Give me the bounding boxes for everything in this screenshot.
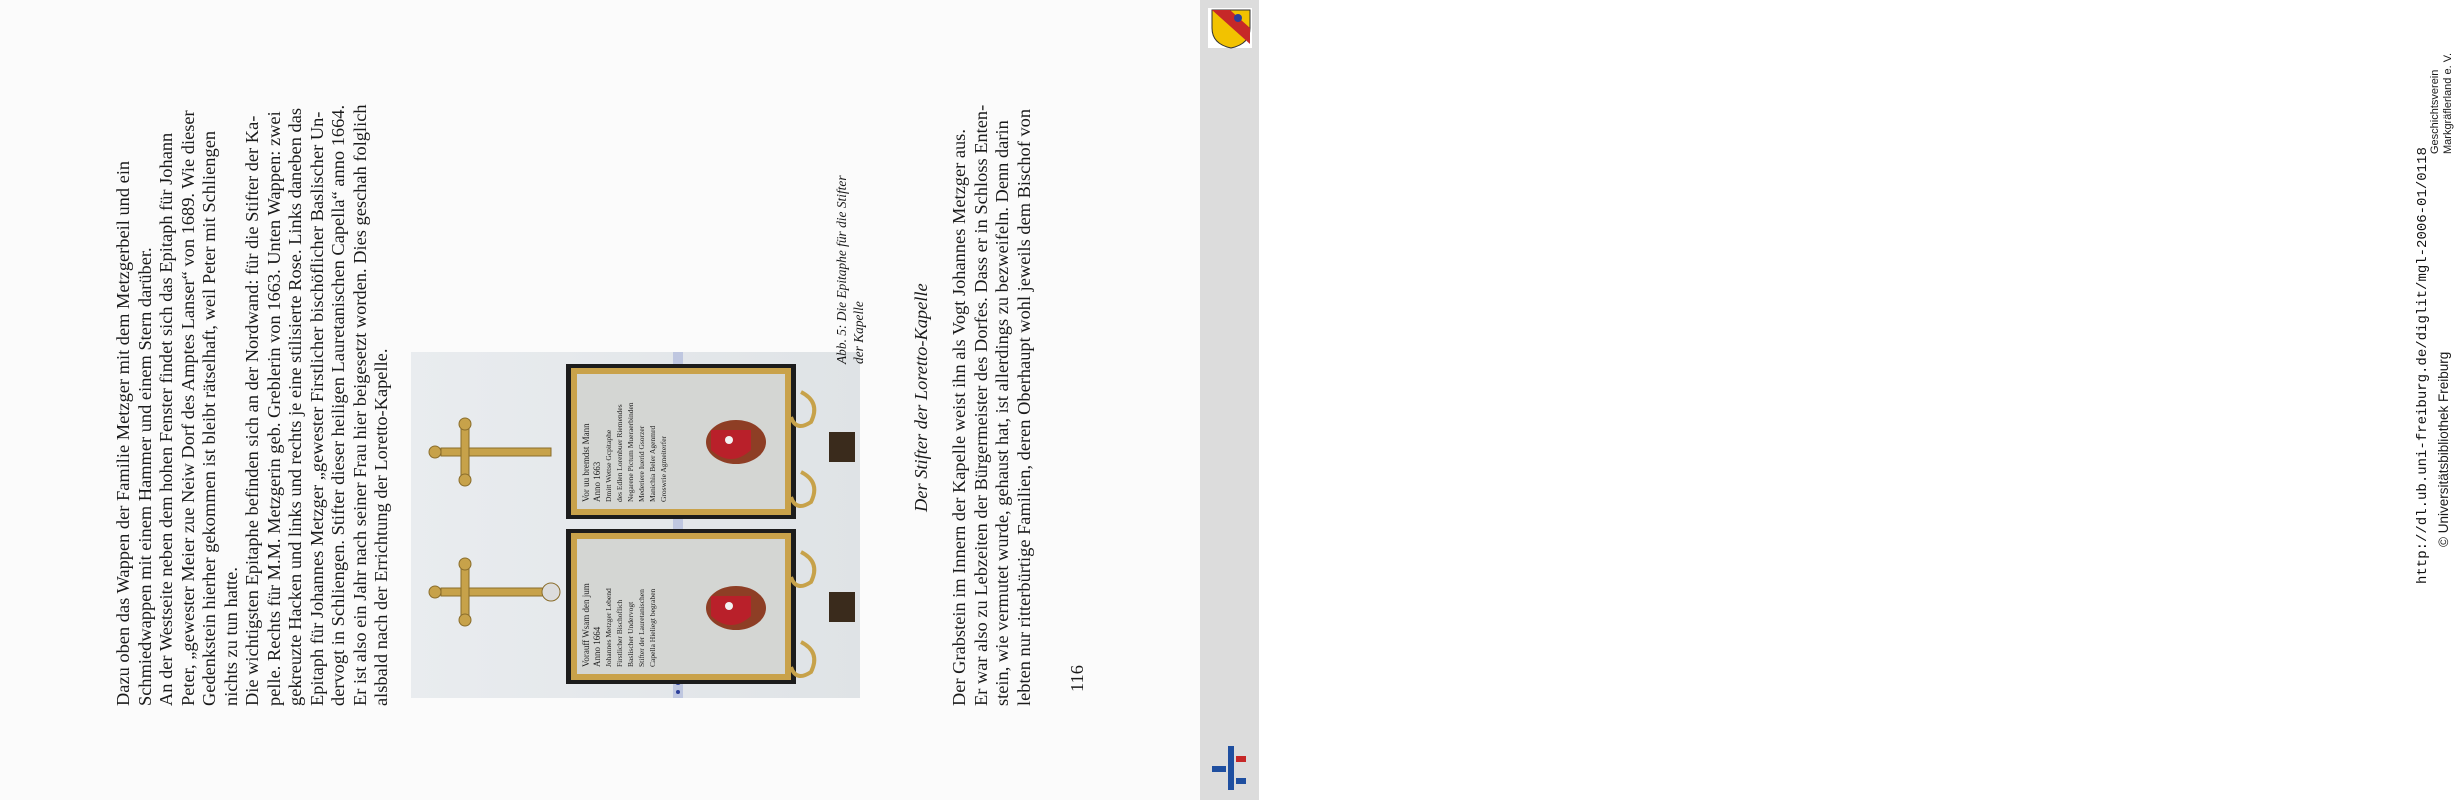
inscription-line: Capella Hieliegt begraben	[648, 588, 657, 667]
body-line: Schmiedwappen mit einem Hammer und einem Stern darüber.	[134, 247, 155, 706]
body-line: alsbald nach der Errichtung der Loretto-Kapelle.	[371, 348, 391, 706]
inscription-line: Anno 1663	[592, 461, 602, 502]
society-logo-icon	[1206, 6, 1256, 50]
digitization-sidebar	[1200, 0, 2454, 800]
epitaph-photo-svg	[411, 352, 860, 698]
epitaph-photo	[411, 352, 860, 698]
society-line: Markgräflerland e. V.	[2442, 52, 2454, 154]
body-line: Gedenkstein hierher gekommen ist bleibt rätselhaft, weil Peter mit Schliengen	[199, 130, 219, 706]
inscription-line: Manichia Beler Agenmrd	[648, 425, 657, 502]
section-heading: Der Stifter der Loretto-Kapelle	[911, 283, 931, 512]
inscription-line: Groswrie Agmeiterfer	[659, 435, 668, 502]
body-line: stein, wie vermutet wurde, gehaust hat, ist allerdings zu bezweifeln. Denn darin	[992, 120, 1012, 706]
inscription-line: Firstlicher Bischoflich	[615, 599, 624, 667]
body-line: Die wichtigsten Epitaphe befinden sich an der Nordwand: für die Stifter der Ka-	[242, 115, 262, 706]
body-text-bottom	[950, 106, 1045, 706]
inscription-line: Baslischer Undervogt	[626, 601, 635, 667]
body-line: gekreuzte Hacken und links und rechts je eine stilisierte Rose. Links daneben das	[285, 107, 305, 706]
coat-of-arms-icon	[706, 586, 766, 630]
body-text-top	[114, 106, 399, 706]
inscription-line: Stifter der Lauretanischen	[637, 589, 646, 667]
wall-bracket	[829, 432, 855, 462]
inscription-line: Negarene Pictum Mueraerbinden	[626, 402, 635, 502]
coat-of-arms-icon	[706, 420, 766, 464]
inscription-line: Johannes Metzger Lebend	[604, 588, 613, 667]
library-copyright: © Universitätsbibliothek Freiburg	[2436, 351, 2451, 547]
inscription-line: Vor uu bremdst Mann	[581, 423, 591, 502]
ub-freiburg-logo-icon	[1210, 746, 1250, 794]
wall-bracket	[829, 592, 855, 622]
caption-line: Abb. 5: Die Epitaphe für die Stifter	[834, 175, 849, 364]
caption-line: der Kapelle	[851, 301, 866, 364]
inscription-line: Anno 1664	[592, 626, 602, 667]
body-line: Dazu oben das Wappen der Familie Metzger mit dem Metzgerbeil und ein	[113, 160, 133, 706]
body-line: nichts zu tun hatte.	[220, 567, 241, 706]
body-line: Er ist also ein Jahr nach seiner Frau hier beigesetzt worden. Dies geschah folglich	[349, 104, 370, 706]
inscription-line: Vorauff Wsam den jum	[581, 583, 591, 667]
body-line: Er war also zu Lebzeiten der Bürgermeister des Dorfes. Dass er in Schloss Enten-	[970, 104, 991, 706]
society-line: Geschichtsverein	[2429, 69, 2441, 154]
scanned-page	[0, 0, 1200, 800]
body-line: pelle. Rechts für M.M. Metzgerin geb. Greblerin von 1663. Unten Wappen: zwei	[263, 111, 284, 706]
figure-caption	[833, 175, 867, 364]
body-line: Epitaph für Johannes Metzger „gewester Firstlicher bischöflicher Baslischer Un-	[306, 111, 327, 706]
society-name	[2429, 53, 2455, 154]
source-url-link[interactable]: http://dl.ub.uni-freiburg.de/diglit/mgl-2006-01/0118	[2415, 147, 2431, 584]
body-line: lebten nur ritterbürtige Familien, deren Oberhaupt wohl jeweils dem Bischof von	[1013, 108, 1034, 706]
body-line: Peter, „gewester Meier zue Neiw Dorf des Amptes Lanser“ von 1689. Wie dieser	[177, 110, 198, 706]
body-line: Der Grabstein im Innern der Kapelle weist ihn als Vogt Johannes Metzger aus.	[949, 129, 969, 706]
page-number: 116	[1067, 665, 1087, 692]
body-line: dervogt in Schliengen. Stifter dieser heiligen Lauretanischen Capella“ anno 1664.	[328, 104, 348, 706]
body-line: An der Westseite neben dem hohen Fenster findet sich das Epitaph für Johann	[156, 132, 176, 706]
inscription-line: Mederiere Iuerid Gsorzer	[637, 425, 646, 502]
inscription-line: des Edlen Lorenbuer Riemendes	[615, 404, 624, 502]
inscription-line: Dmitt Wettse Gcpitaphe	[604, 429, 613, 502]
